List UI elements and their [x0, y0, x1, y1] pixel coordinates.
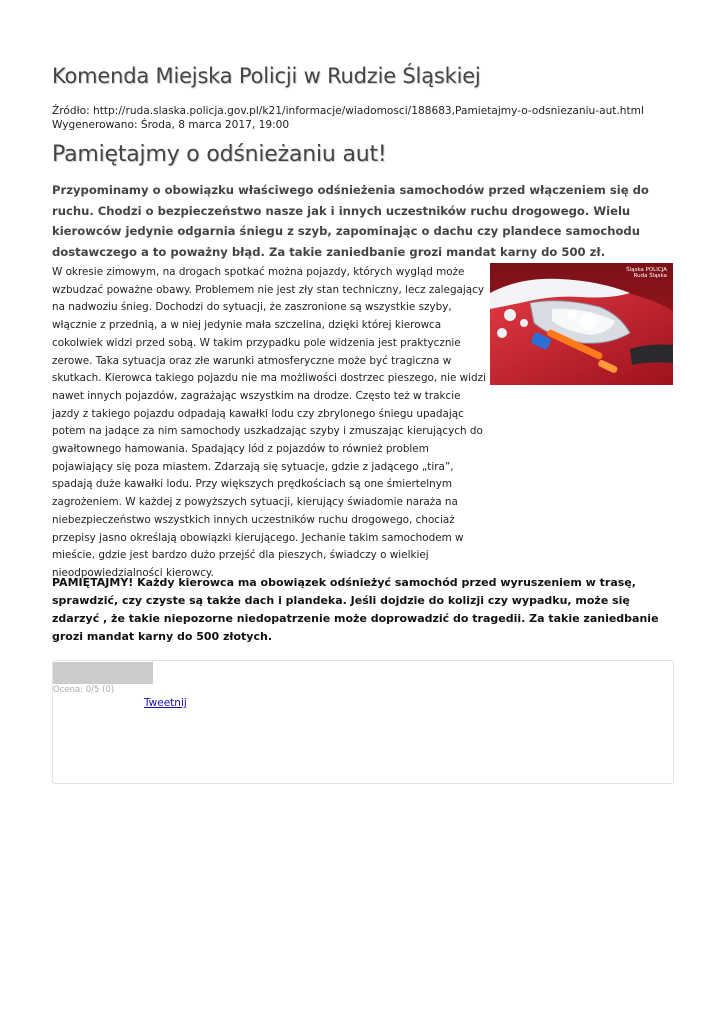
tweet-link[interactable]: Tweetnij: [144, 697, 187, 709]
document-meta: [52, 104, 644, 132]
site-title: Komenda Miejska Policji w Rudzie Śląskiej: [52, 64, 481, 88]
rating-bar[interactable]: [53, 662, 153, 684]
article-lead: Przypominamy o obowiązku właściwego odśnieżenia samochodów przed włączeniem się do ruchu. Chodzi o bezpieczeństwo nasze jak i innych uczestników ruchu drogowego. Wielu kierowców jedynie odgarnia śniegu z szyb, zapominając o dachu czy plandece samochodu dostawczego a to poważny błąd. Za takie zaniedbanie grozi mandat karny do 500 zł.: [52, 183, 649, 259]
photo-watermark-line2: Ruda Śląska: [633, 273, 667, 279]
snowy-car-illustration: [490, 263, 673, 385]
source-line: Źródło: http://ruda.slaska.policja.gov.pl/k21/informacje/wiadomosci/188683,Pamietajmy-o-odsniezaniu-aut.html: [52, 105, 644, 117]
photo-watermark-line1: Śląska POLICJA: [626, 267, 667, 273]
generated-line: Wygenerowano: Środa, 8 marca 2017, 19:00: [52, 119, 290, 131]
article-closing: PAMIĘTAJMY! Każdy kierowca ma obowiązek odśnieżyć samochód przed wyruszeniem w trasę, sprawdzić, czy czyste są także dach i plandeka. Jeśli dojdzie do kolizji czy wypadku, może się zdarzyć , że takie niepozorne niedopatrzenie może doprowadzić do tragedii. Za takie zaniedbanie grozi mandat karny do 500 złotych.: [52, 576, 659, 643]
rating-box: [52, 660, 674, 784]
article-body: W okresie zimowym, na drogach spotkać można pojazdy, których wygląd może wzbudzać poważne obawy. Problemem nie jest zły stan techniczny, lecz zalegający na nadwoziu śnieg. Dochodzi do sytuacji, że zaszronione są wszystkie szyby, włącznie z przednią, a w niej jedynie mała szczelina, dzięki której kierowca cokolwiek widzi przed sobą. W takim przypadku pole widzenia jest praktycznie zerowe. Taka sytuacja oraz złe warunki atmosferyczne może być tragiczna w skutkach. Kierowca takiego pojazdu nie ma możliwości dostrzec pieszego, nie widzi nawet innych pojazdów, zagrażając wszystkim na drodze. Często też w trakcie jazdy z takiego pojazdu odpadają kawałki lodu czy zbrylonego śniegu upadając potem na jadące za nim samochody uszkadzając szyby i zmuszając kierujących do gwałtownego hamowania. Spadający lód z pojazdów to również problem pojawiający się poza miastem. Zdarzają się sytuacje, gdzie z jadącego „tira”, spadają duże kawałki lodu. Przy większych prędkościach są one śmiertelnym zagrożeniem. W każdej z powyższych sytuacji, kierujący świadomie naraża na niebezpieczeństwo wszystkich innych uczestników ruchu drogowego, chociaż przepisy jasno określają obowiązki kierującego. Jechanie takim samochodem w mieście, gdzie jest bardzo dużo przejść dla pieszych, świadczy o wielkiej nieodpowiedzialności kierowcy.: [52, 266, 486, 579]
article-title: Pamiętajmy o odśnieżaniu aut!: [52, 142, 387, 167]
photo-watermark: [626, 267, 667, 279]
rating-label: Ocena: 0/5 (0): [53, 685, 115, 695]
article-photo: [490, 263, 673, 385]
